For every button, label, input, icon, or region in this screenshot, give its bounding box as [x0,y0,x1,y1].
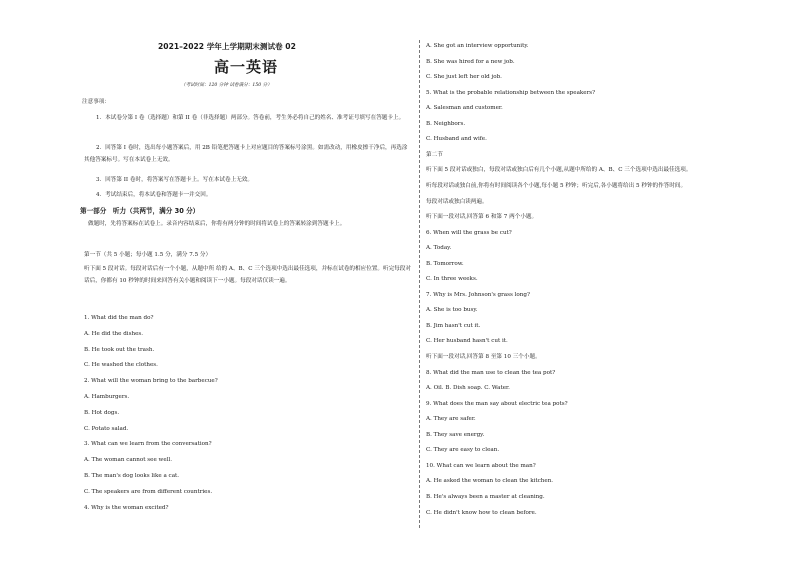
question-line: C. She just left her old job. [426,74,502,81]
question-line: 7. Why is Mrs. Johnson's grass long? [426,291,530,298]
question-line: 听下面一段对话,回答第 6 和第 7 两个小题。 [426,214,538,221]
exam-meta: （考试时间：120 分钟 试卷满分：150 分） [181,83,272,88]
question-line: B. He took out the trash. [84,346,155,353]
exam-title: 2021–2022 学年上学期期末测试卷 02 [158,42,296,51]
question-line: 听每段对话或独白前,你将有时间阅读各个小题,每小题 5 秒钟；听完后,各小题将给出 5 秒钟的作答时间。 [426,182,687,189]
question-line: 3. What can we learn from the conversation? [84,441,212,448]
question-line: A. The woman cannot see well. [84,457,172,464]
question-line: C. They are easy to clean. [426,447,500,454]
question-line: B. The man's dog looks like a cat. [84,473,180,479]
part1-heading: 第一部分 听力（共两节，满分 30 分） [80,207,200,215]
question-line: 5. What is the probable relationship between the speakers? [426,89,596,96]
notice-item-3: 3．回答第 II 卷时，将答案写在答题卡上。写在本试卷上无效。 [96,177,253,183]
question-line: 1. What did the man do? [84,315,154,321]
question-line: B. They save energy. [426,431,485,438]
question-line: A. They are safer. [426,416,476,423]
question-line: C. He didn't know how to clean before. [426,509,537,516]
notice-item-2: 2．回答第 I 卷时，选出每小题答案后，用 2B 铅笔把答题卡上对应题目的答案标号涂黑。如需改动，用橡皮擦干净后，再选涂其他答案标号。写在本试卷上无效。 [84,145,408,163]
column-divider [419,40,420,528]
notice-item-4: 4．考试结束后，将本试卷和答题卡一并交回。 [96,192,212,198]
question-line: A. Today. [426,245,452,252]
question-line: 2. What will the woman bring to the barbecue? [84,378,218,385]
question-line: B. Jim hasn't cut it. [426,322,481,329]
question-line: C. He washed the clothes. [84,362,158,369]
question-line: A. Salesman and customer. [426,105,503,112]
question-line: 9. What does the man say about electric tea pots? [426,400,568,407]
question-line: 听下面一段对话,回答第 8 至第 10 三个小题。 [426,354,541,360]
question-line: C. Her husband hasn't cut it. [426,338,508,345]
question-line: B. He's always been a master at cleaning. [426,493,545,500]
question-line: A. She got an interview opportunity. [426,43,529,49]
question-line: C. In three weeks. [426,276,478,283]
question-line: C. The speakers are from different countries. [84,488,213,495]
question-line: B. Hot dogs. [84,409,120,416]
question-line: A. She is too busy. [426,307,478,314]
question-line: 10. What can we learn about the man? [426,462,536,469]
question-line: B. Neighbors. [426,120,466,127]
question-line: 8. What did the man use to clean the tea pot? [426,369,556,376]
section1-heading: 第一节（共 5 小题；每小题 1.5 分，满分 7.5 分） [84,252,212,258]
part1-intro: 做题时，先将答案标在试卷上。录音内容结束后，你将有两分钟的时间将试卷上的答案转涂到答题卡上。 [88,221,346,227]
question-line: B. Tomorrow. [426,260,464,267]
question-line: A. Oil. B. Dish soap. C. Water. [426,385,510,392]
question-line: 每段对话或独白读两遍。 [426,198,488,205]
question-line: A. Hamburgers. [84,394,130,400]
question-line: C. Husband and wife. [426,136,487,143]
question-line: A. He did the dishes. [84,330,144,337]
question-line: C. Potato salad. [84,425,129,432]
question-line: 第二节 [426,151,443,158]
notice-item-1: 1．本试卷分第 I 卷（选择题）和第 II 卷（非选择题）两部分。答卷前，考生务必将自己的姓名、准考证号填写在答题卡上。 [96,115,405,121]
question-line: 6. When will the grass be cut? [426,229,512,236]
question-line: B. She was hired for a new job. [426,58,515,65]
question-line: A. He asked the woman to clean the kitchen. [426,478,554,485]
question-line: 听下面 5 段对话或独白，每段对话或独白后有几个小题,从题中所给的 A、B、C 三个选项中选出最佳选项。 [426,167,692,174]
section1-intro: 听下面 5 段对话。每段对话后有一个小题，从题中所 给的 A、B、C 三个选项中选出最佳选项，并标在试卷的相应位置。听完每段对话后，你都有 10 秒钟的时间来回答有关小题和阅读下一小题。每段对话仅读一遍。 [84,266,411,284]
subject-title: 高一英语 [214,58,279,76]
notice-heading: 注意事项： [82,99,110,105]
question-line: 4. Why is the woman excited? [84,504,169,511]
